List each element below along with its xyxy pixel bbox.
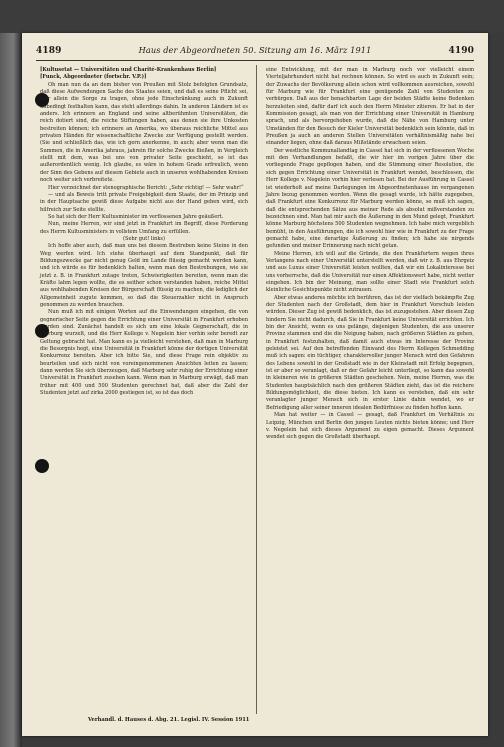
section-heading: [Kultusetat — Universitäten und Charité-Krankenhaus Berlin] xyxy=(40,67,217,73)
paragraph: Aber etwas anderes möchte ich berühren, das ist der vielfach bekämpfte Zug der Studenten nach der Großstadt, dem hier in Frankfurt Vorschub leisten würden. Dieser Zug ist gewiß bedenklich, das ist zuzugestehen. Aber diesen Zug hindern Sie nicht dadurch, daß Sie in Frankfurt keine Universität errichten. Ich bin der Ansicht, wenn es uns gelänge, diejenigen Studenten, die aus unserer Provinz stammen und die die Neigung haben, nach größeren Städten zu gehen, in Frankfurt festzuhalten, daß damit auch etwas im Interesse der Provinz geleistet sei. Auf den betreffenden Einwand des Herrn Kollegen Schmedding muß ich sagen: ein tüchtiger, charaktervoller junger Mensch wird den Gefahren des Lebens sowohl in der Großstadt wie in der Kleinstadt mit Erfolg begegnen, ist er aber so veranlagt, daß er der Gefahr leicht unterliegt, so kann das sowohl in kleineren wie in größeren Städten geschehen. Nein, meine Herren, was die Studenten hauptsächlich nach den größeren Städten zieht, das ist die reichere Bildungsmöglichkeit, die diese bieten. Ich kann es verstehen, daß ein sehr veranlagter junger Mensch sich in erster Linie dahin wendet, wo er Befriedigung aller seiner inneren idealen Bedürfnisse zu finden hoffen kann. xyxy=(266,294,474,411)
paragraph: Der westliche Kommunallandtag in Cassel hat sich in der verflossenen Woche mit den Verhandlungen befaßt, die wir hier im vorigen Jahre über die vorliegende Frage gepflogen haben, und die Stimmung einer Resolution, die sich gegen Errichtung einer Universität in Frankfurt wendet, beschlossen, die Herr Kollege v. Negelein vorhin hier verlesen hat. Bei der Ausführung in Cassel ist wiederholt auf meine Darlegungen im Abgeordnetenhause im vergangenen Jahre bezug genommen worden. Wenn die gesagt wurde, ich hätte zugegeben, daß Frankfurt eine Konkurrenz für Marburg werden könne, so muß ich sagen, daß die entsprechenden Sätze aus meiner Rede als absolut mißverstanden zu bezeichnen sind. Man hat mir auch die Äußerung in den Mund gelegt, Frankfurt könne Marburg höchstens 500 Studenten wegnehmen. Ich habe mich vergeblich bemüht, in den Ausführungen, die ich sowohl hier wie in Frankfurt zu der Frage gemacht habe, eine derartige Äußerung zu finden; ich habe sie nirgends gefunden und meiner Erinnerung nach nicht getan. xyxy=(266,147,474,250)
header-rule xyxy=(36,60,474,61)
column-divider xyxy=(256,65,257,714)
scanner-background xyxy=(0,0,504,33)
running-title: Haus der Abgeordneten 50. Sitzung am 16. März 1911 xyxy=(138,45,372,55)
paragraph: — und als Beweis tritt private Freigebigkeit dem Staate, der im Prinzip und in der Hauptsache gewiß diese Aufgabe nicht aus der Hand geben wird, sich hilfreich zur Seite stellte. xyxy=(40,191,248,213)
scanner-edge xyxy=(0,0,22,747)
paragraph: Meine Herren, ich will auf die Gründe, die den Frankfurtern wegen ihres Verlangens nach einer Universität unterstellt werden, daß wir z. B. aus Ehrgeiz und aus Luxus einer Universität leisten wollten, daß wir ein Lokalinteresse bei uns vorherrsche, daß die Universität nur einen Affektionswert habe, nicht weiter eingehen. Ich bin der Meinung, man sollte einer Stadt wie Frankfurt solch kleinliche Gesichtspunkte nicht zutrauen. xyxy=(266,250,474,294)
paragraph: So hat sich der Herr Kultusminister im verflossenen Jahre geäußert. xyxy=(48,213,224,220)
paragraph: Oh man nun da an dem bisher von Preußen mit Stolz befolgten Grundsatz, daß diese Aufwendungen Sache des Staates seien, und daß es seine Pflicht sei, hier allein die Sorge zu tragen, ohne jede Einschränkung auch in Zukunft unbedingt festhalten kann, das steht allerdings dahin. In anderen Ländern ist es anders. Ich erinnere an England und seine altberühmten Universitäten, die reich dotiert sind, die reiche Stiftungen haben, aus denen sie ihre Unkosten bestreiten können; ich erinnere an Amerika, wo überaus reichliche Mittel aus privaten Händen für wissenschaftliche Zwecke zur Verfügung gestellt werden. (Sie und schließlich das, wie ich gern anerkenne, in auch; aber wenn man die Summen, die in Amerika jahraus, jahrein für solche Zwecke fließen, in Vergleich stellt mit dem, was bei uns von privater Seite geschieht, so ist das außerordentlich wenig. Ich glaube, es wäre in hohem Grade erfreulich, wenn der Sinn des Gebens auf diesem Gebiete auch in unseren wohlhabenden Kreisen noch weiter sich verbreitete. xyxy=(40,81,248,184)
interjection: (Sehr gut! links) xyxy=(123,235,165,242)
running-header xyxy=(36,45,474,59)
page-number-right: 4190 xyxy=(448,46,474,56)
paragraph: Man hat weiter — in Cassel — gesagt, daß Frankfurt im Verhältnis zu Leipzig, München und Berlin den jungen Leuten nichts bieten könne; und Herr v. Negelein hat sich dieses Argument zu eigen gemacht. Dieses Argument wendet sich gegen die Großstadt überhaupt. xyxy=(266,412,474,441)
page-number-left: 4189 xyxy=(36,46,62,56)
footer-note: Verhandl. d. Hauses d. Abg. 21. Legisl. IV. Session 1911 xyxy=(88,717,250,723)
paragraph: eine Entwicklung, mit der man in Marburg noch vor vielleicht einem Vierteljahrhundert nicht hat rechnen können. So wird es auch in Zukunft sein; der Zuwachs der Bevölkerung allein schon wird vollkommen ausreichen, sowohl für Marburg wie für Frankfurt eine genügende Zahl von Studenten zu verbürgen. Daß aus der benachbarten Lage der beiden Städte keine Bedenken herzuleiten sind, dafür darf ich auch den Herrn Minister zitieren. Er hat in der Kommission gesagt, als man von der Errichtung einer Universität in Hamburg sprach, und als hervorgehoben wurde, daß die Nähe von Hamburg unter Umständen für den Besuch der Kieler Universität bedenklich sein könnte, daß in Preußen ja auch an anderen Stellen Universitäten verhältnismäßig nahe bei einander liegen, ohne daß daraus Mißstände erwachsen seien. xyxy=(266,67,474,147)
document-page xyxy=(22,33,488,736)
left-column xyxy=(40,67,248,397)
right-column xyxy=(266,67,474,442)
paragraph: Nun muß ich mit einigen Worten auf die Einwendungen eingehen, die von gegnerischer Seite gegen die Errichtung einer Universität in Frankfurt erhoben worden sind. Zunächst handelt es sich um eine lokale Gegnerschaft, die in Marburg wurzelt, und die Herr Kollege v. Negelein hier vorhin sehr beredt zur Geltung gebracht hat. Man kann es ja vielleicht verstehen, daß man in Marburg die Besorgnis hegt, eine Universität in Frankfurt könne der dortigen Universität Konkurrenz bereiten. Aber ich bitte Sie, und diese Frage rein objektiv zu beurteilen und sich nicht von voreingenommenen Ansichten leiten zu lassen; dann werden Sie sich überzeugen, daß Marburg sehr ruhig der Errichtung einer Universität in Frankfurt zusehen kann. Wenn man in Marburg erwägt, daß man früher mit 400 und 500 Studenten gerechnet hat, daß aber die Zahl der Studenten jetzt auf zirka 2000 gestiegen ist, so ist das doch xyxy=(40,309,248,397)
punch-hole xyxy=(35,459,49,473)
speaker-label: [Funck, Abgeordneter (fortschr. V.P.)] xyxy=(40,74,147,81)
paragraph: Nun, meine Herren, wir sind jetzt in Frankfurt im Begriff, diese Forderung des Herrn Kultusministers in vollstem Umfang zu erfüllen. xyxy=(40,221,248,235)
paragraph: Hier verzeichnet der stenographische Bericht: „Sehr richtig! — Sehr wahr!“ xyxy=(48,184,244,191)
paragraph: Ich hoffe aber auch, daß man uns bei diesem Bestreben keine Steine in den Weg werfen wird. Ich stehe überhaupt auf dem Standpunkt, daß für Bildungszwecke gar nicht genug Geld im Lande flüssig gemacht werden kann, und ich würde es für bedenklich halten, wenn man den Bestrebungen, wie sie jetzt z. B. in Frankfurt zutage treten, Schwierigkeiten bereiten, wenn man die Kräfte lahm legen wollte, die es seither schon verstanden haben, reiche Mittel aus wohlhabenden Kreisen der Bürgerschaft flüssig zu machen, die lediglich der Allgemeinheit zugute kommen, so daß die Steuerzahler nicht in Anspruch genommen zu werden brauchen. xyxy=(40,243,248,308)
